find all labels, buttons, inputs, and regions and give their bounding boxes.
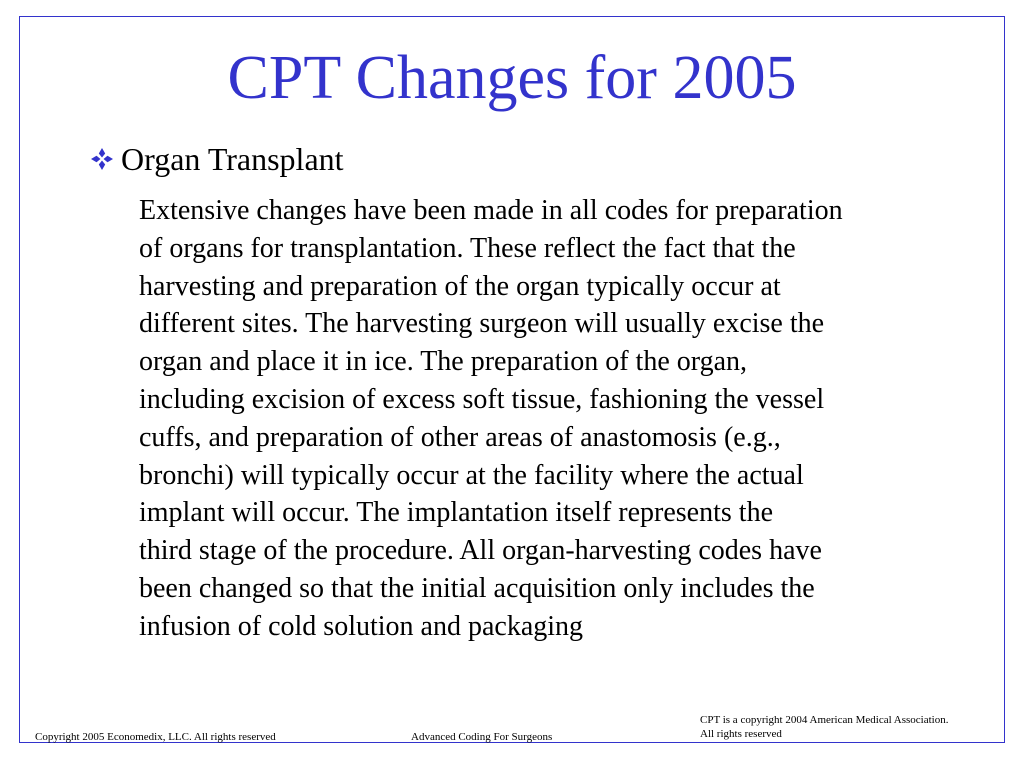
- body-line: harvesting and preparation of the organ typically occur at: [139, 270, 781, 302]
- body-line: infusion of cold solution and packaging: [139, 610, 584, 642]
- cpt-notice-line: All rights reserved: [700, 728, 782, 740]
- body-line: Extensive changes have been made in all codes for preparation: [139, 195, 843, 226]
- bullet-item-organ-transplant: [90, 136, 344, 182]
- body-line: different sites. The harvesting surgeon will usually excise the: [139, 308, 825, 340]
- body-line: cuffs, and preparation of other areas of anastomosis (e.g.,: [139, 421, 781, 453]
- footer-copyright: Copyright 2005 Economedix, LLC. All rights reserved: [35, 731, 276, 743]
- body-line: organ and place it in ice. The preparation of the organ,: [139, 346, 748, 378]
- body-line: third stage of the procedure. All organ-harvesting codes have: [139, 535, 822, 567]
- slide-title: CPT Changes for 2005: [227, 44, 797, 112]
- body-line: implant will occur. The implantation itself represents the: [139, 497, 773, 529]
- bullet-text: Organ Transplant: [121, 141, 344, 177]
- cpt-notice-line: CPT is a copyright 2004 American Medical Association.: [700, 714, 949, 726]
- footer-cpt-notice: [700, 713, 948, 741]
- body-paragraph: [139, 192, 949, 646]
- diamond-bullet-icon: [90, 147, 114, 171]
- body-line: been changed so that the initial acquisition only includes the: [139, 572, 815, 604]
- body-line: bronchi) will typically occur at the facility where the actual: [139, 459, 804, 491]
- footer-course-title: Advanced Coding For Surgeons: [411, 731, 553, 743]
- body-line: of organs for transplantation. These reflect the fact that the: [139, 232, 796, 264]
- body-line: including excision of excess soft tissue, fashioning the vessel: [139, 383, 825, 415]
